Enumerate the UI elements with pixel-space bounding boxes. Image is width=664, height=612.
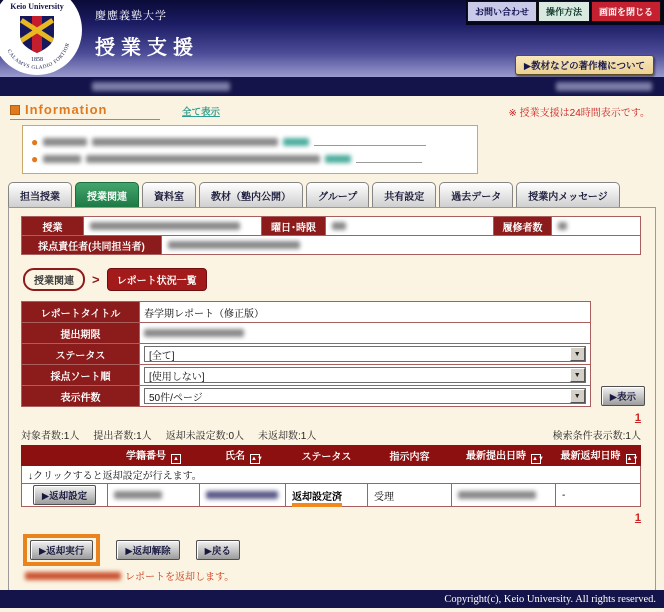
tab-tanto-jugyo[interactable]: 担当授業 <box>8 182 72 207</box>
report-status-table <box>21 445 641 507</box>
day-period-label: 曜日･時限 <box>262 217 326 236</box>
deadline-label: 提出期限 <box>22 323 140 344</box>
action-note <box>25 568 645 583</box>
information-item[interactable] <box>31 150 469 167</box>
breadcrumb <box>23 268 645 291</box>
tab-kyoyu-settei[interactable]: 共有設定 <box>372 182 436 207</box>
redacted-date <box>43 155 81 163</box>
footer <box>0 590 664 608</box>
status-select[interactable] <box>144 346 586 362</box>
student-id-cell <box>108 484 200 507</box>
redacted-underline <box>314 137 426 146</box>
last-submit-cell <box>452 484 556 507</box>
sort-icon[interactable]: ▲▼ <box>532 456 544 462</box>
sort-icon[interactable]: ▲▼ <box>626 456 639 462</box>
dropdown-arrow-icon[interactable]: ▼ <box>570 347 585 361</box>
count-search-display: 検索条件表示数:1人 <box>552 431 641 442</box>
count-submitted: 提出者数:1人 <box>93 431 152 442</box>
count-unset: 返却未設定数:0人 <box>165 431 245 442</box>
return-setting-button[interactable]: ▶返却設定 <box>33 485 96 505</box>
bullet-icon: ● <box>31 134 39 149</box>
enrolled-label: 履修者数 <box>494 217 552 236</box>
class-value <box>84 217 262 236</box>
sort-icon[interactable]: ▲▼ <box>251 456 263 462</box>
column-action <box>22 446 108 466</box>
information-heading <box>10 102 160 120</box>
redacted-news-text <box>86 155 320 163</box>
redacted-datetime <box>556 82 652 91</box>
hint-row <box>22 466 641 484</box>
grader-info-table <box>21 235 641 255</box>
report-title-label: レポートタイトル <box>22 302 140 323</box>
count-targets: 対象者数:1人 <box>21 431 80 442</box>
per-page-cell <box>140 386 591 407</box>
information-section <box>0 96 664 174</box>
redacted-more-link[interactable] <box>283 138 309 146</box>
show-all-link[interactable]: 全て表示 <box>182 107 221 118</box>
grader-value <box>162 236 641 255</box>
header-buttons <box>466 0 664 25</box>
result-counts <box>21 427 641 442</box>
per-page-select-value: 50件/ページ <box>149 392 203 404</box>
main-tabs <box>8 182 664 207</box>
enrolled-value <box>552 217 641 236</box>
user-bar <box>0 77 664 96</box>
column-last-submit: 最新提出日時 ▲▼ <box>452 446 556 466</box>
tab-jugyonai-message[interactable]: 授業内メッセージ <box>516 182 619 207</box>
keio-emblem-logo <box>0 0 90 88</box>
dropdown-arrow-icon[interactable]: ▼ <box>570 368 585 382</box>
redacted-date <box>43 138 87 146</box>
action-buttons <box>23 534 645 566</box>
status-label: ステータス <box>22 344 140 365</box>
information-title: Information <box>25 102 108 117</box>
tab-shiryoshitsu[interactable]: 資料室 <box>142 182 196 207</box>
column-status: ステータス <box>286 446 368 466</box>
column-student-id: 学籍番号 ▲ <box>108 446 200 466</box>
breadcrumb-parent[interactable]: 授業関連 <box>23 268 85 291</box>
close-screen-button[interactable]: 画面を閉じる <box>591 1 661 22</box>
bullet-icon: ● <box>31 151 39 166</box>
report-filter-table <box>21 301 591 407</box>
report-filter-area <box>21 301 645 407</box>
status-value: 返却設定済 <box>292 492 342 507</box>
information-icon <box>10 105 20 115</box>
return-setting-cell <box>22 484 108 507</box>
return-execute-button[interactable]: ▶返却実行 <box>30 540 93 560</box>
header-banner <box>0 0 664 77</box>
materials-copyright-button[interactable]: ▶教材などの著作権について <box>515 55 654 75</box>
tab-kyozai[interactable]: 教材（塾内公開） <box>199 182 303 207</box>
redacted-username <box>92 82 230 91</box>
app-header <box>0 0 664 96</box>
per-page-select[interactable] <box>144 388 586 404</box>
student-row <box>22 484 641 507</box>
breadcrumb-separator-icon: > <box>92 272 100 287</box>
sort-select[interactable] <box>144 367 586 383</box>
highlight-box <box>23 534 100 566</box>
pagination-page-bottom[interactable]: 1 <box>634 512 641 524</box>
breadcrumb-current: レポート状況一覧 <box>107 268 207 291</box>
content-panel <box>8 207 656 596</box>
sort-label: 採点ソート順 <box>22 365 140 386</box>
redacted-note-text <box>25 572 121 580</box>
howto-button[interactable]: 操作方法 <box>538 1 590 22</box>
return-cancel-button[interactable]: ▶返却解除 <box>116 540 179 560</box>
status-cell <box>140 344 591 365</box>
deadline-value <box>140 323 591 344</box>
emblem-year: 1858 <box>31 57 43 63</box>
information-list <box>22 125 478 174</box>
count-unreturned: 未返却数:1人 <box>258 431 317 442</box>
course-info-table <box>21 216 641 236</box>
redacted-more-link[interactable] <box>325 155 351 163</box>
emblem-university-name: Keio University <box>10 2 64 11</box>
contact-button[interactable]: お問い合わせ <box>467 1 537 22</box>
redacted-news-text <box>92 138 278 146</box>
table-header-row <box>22 446 641 466</box>
emblem-motto: CALAMVS GLADIO FORTIOR <box>5 42 72 71</box>
student-name-cell <box>200 484 286 507</box>
column-last-return: 最新返却日時 ▲▼ <box>556 446 641 466</box>
sort-cell <box>140 365 591 386</box>
tab-jugyo-kanren[interactable]: 授業関連 <box>75 182 139 207</box>
copyright-text: Copyright(c), Keio University. All rights reserved. <box>444 593 656 605</box>
pagination-page-top[interactable]: 1 <box>634 412 641 424</box>
header-titles <box>95 7 199 60</box>
sort-select-value: [使用しない] <box>149 371 205 383</box>
redacted-underline <box>356 154 422 163</box>
report-title-value: 春学期レポート（修正版） <box>140 302 591 323</box>
show-button[interactable]: ▶表示 <box>601 386 645 406</box>
note-text: レポートを返却します。 <box>125 572 235 583</box>
sort-asc-icon[interactable]: ▲ <box>171 454 181 464</box>
back-button[interactable]: ▶戻る <box>196 540 240 560</box>
information-item[interactable] <box>31 133 469 150</box>
per-page-label: 表示件数 <box>22 386 140 407</box>
column-name: 氏名 ▲▼ <box>200 446 286 466</box>
dropdown-arrow-icon[interactable]: ▼ <box>570 389 585 403</box>
hint-text: ↓クリックすると返却設定が行えます。 <box>22 466 641 484</box>
status-cell <box>286 484 368 507</box>
grader-label: 採点責任者(共同担当者) <box>22 236 162 255</box>
last-return-cell: - <box>556 484 641 507</box>
day-period-value <box>326 217 494 236</box>
tab-group[interactable]: グループ <box>306 182 369 207</box>
column-instruction: 指示内容 <box>368 446 452 466</box>
university-name: 慶應義塾大学 <box>95 10 167 22</box>
instruction-cell: 受理 <box>368 484 452 507</box>
app-title: 授業支援 <box>95 37 199 59</box>
class-label: 授業 <box>22 217 84 236</box>
tab-kako-data[interactable]: 過去データ <box>439 182 513 207</box>
status-select-value: [全て] <box>149 350 175 362</box>
24h-notice: ※ 授業支援は24時間表示です。 <box>508 108 650 119</box>
